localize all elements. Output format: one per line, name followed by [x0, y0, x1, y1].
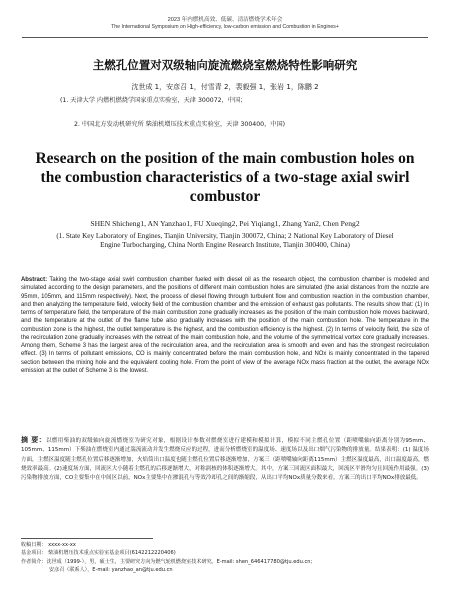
author-list-cn: 沈世成 1，安彦召 1，付雪青 2，裴毅强 1，张岩 1，陈鹏 2 — [131, 83, 319, 91]
affiliation-cn-2: 2. 中国北方发动机研究所 柴油机增压技术重点实验室，天津 300400，中国) — [74, 121, 286, 128]
author-list-en: SHEN Shicheng1, AN Yanzhao1, FU Xueqing2, Pei Yiqiang1, Zhang Yan2, Chen Peng2 — [90, 219, 360, 228]
conference-title-cn: 2023 年内燃机高效、低碳、清洁燃烧学术年会 — [167, 17, 283, 23]
abstract-en — [21, 276, 429, 375]
footnote-fund: 基金项目： 柴油机增压技术重点实验室基金项目(6142212220406) — [21, 550, 176, 557]
affiliation-cn-1: (1. 天津大学 内燃机燃烧学国家重点实验室，天津 300072，中国； — [60, 97, 247, 104]
affiliation-en: (1. State Key Laboratory of Engines, Tianjin University, Tianjin 300072, China; 2 National Key Laboratory of Diesel Engine Turbocharging, China North Engine Research Institute, Tianjin 300400, China) — [56, 232, 394, 250]
footnote-divider — [21, 538, 153, 539]
abstract-cn-label: 摘 要： — [21, 436, 47, 444]
footnote — [21, 541, 436, 575]
conference-header — [0, 17, 450, 31]
paper-title-en: Research on the position of the main combustion holes on the combustion characteristics of a two-stage axial swirl combustor — [35, 150, 415, 205]
footnote-received: 收稿日期： xxxx-xx-xx — [21, 542, 76, 548]
conference-title-en: The International Symposium on High-efficiency, low-carbon emission and Combustion in Engines+ — [111, 24, 339, 30]
paper-title-cn: 主燃孔位置对双级轴向旋流燃烧室燃烧特性影响研究 — [92, 58, 358, 72]
abstract-cn-body: 以燃用柴油的双级轴向旋流燃烧室为研究对象，根据设计参数对燃烧室进行建模和模拟计算，模拟不同主燃孔位置（距喷嘴轴向距离分别为95mm、105mm、115mm）下柴油在燃烧室内通过湍流流动并发生燃烧反应的过程，进而分析燃烧室的温度场、速度场以及出口烟气污染物的排放量。结果表明：(1) 温度场方面，主燃区温度随主燃孔位置后移逐渐增加，火焰筒出口温度也随主燃孔位置后移逐渐增加，方案三（距喷嘴轴向距离115mm）主燃区温度最高，出口温度最高，燃烧效率最高。(2)速度场方面，回流区大小随着主燃孔的后移逐渐增大，对称涡核的体积逐渐增大。其中，方案三回流区面积最大，回流区平滑均匀且回流作用最强。(3)污染物排放方面，CO主要集中在中间区以前，NOx主要集中在掺混孔与等效冷却孔之间的渐缩段，从出口平均NOx质量分数来看，方案三的出口平均NOx排放最低。 — [21, 438, 430, 482]
abstract-cn — [21, 436, 429, 483]
footnote-contact: 安彦召（联系人），E-mail: yanzhao_an@tju.edu.cn — [49, 567, 173, 574]
abstract-body: Taking the two-stage axial swirl combustion chamber fueled with diesel oil as the research object, the combustion chamber is modeled and simulated according to the design parameters, and the positions of different main combustion holes are simulated (the axial distances from the nozzle are 95mm, 105mm, and 115mm respectively). Next, the process of diesel flowing through turbulent flow and combustion reaction in the combustion chamber, and then analyzing the temperature field, velocity field of the combustion chamber and the emission of exhaust gas pollutants. The results show that: (1) In terms of temperature field, the temperature of the main combustion zone gradually increases as the position of the main combustion hole moves backward, and the temperature at the outlet of the flame tube also gradually increases with the position of the main combustion hole. The temperature in the combustion zone is the highest, the outlet temperature is the highest, and the combustion efficiency is the highest. (2) In terms of velocity field, the size of the recirculation zone gradually increases with the retreat of the main combustion hole, and the volume of the symmetrical vortex core gradually increases. Among them, Scheme 3 has the largest area of the recirculation area, and the recirculation area is smooth and even and has the strongest recirculation effect. (3) In terms of pollutant emissions, CO is mainly concentrated before the main combustion hole, and NOx is mainly concentrated in the tapered section between the mixing hole and the equivalent cooling hole. From the point of view of the average NOx mass fraction at the outlet, the average NOx emission at the outlet of Scheme 3 is the lowest. — [21, 277, 429, 374]
abstract-label: Abstract: — [21, 277, 48, 283]
footnote-author-info: 作者简介：沈世成（1999-），男，硕士生，主要研究方向为燃气轮机燃烧室技术研究。E-mail: shen_646417780@tju.edu.cn; — [21, 558, 313, 565]
header-divider — [22, 37, 428, 38]
